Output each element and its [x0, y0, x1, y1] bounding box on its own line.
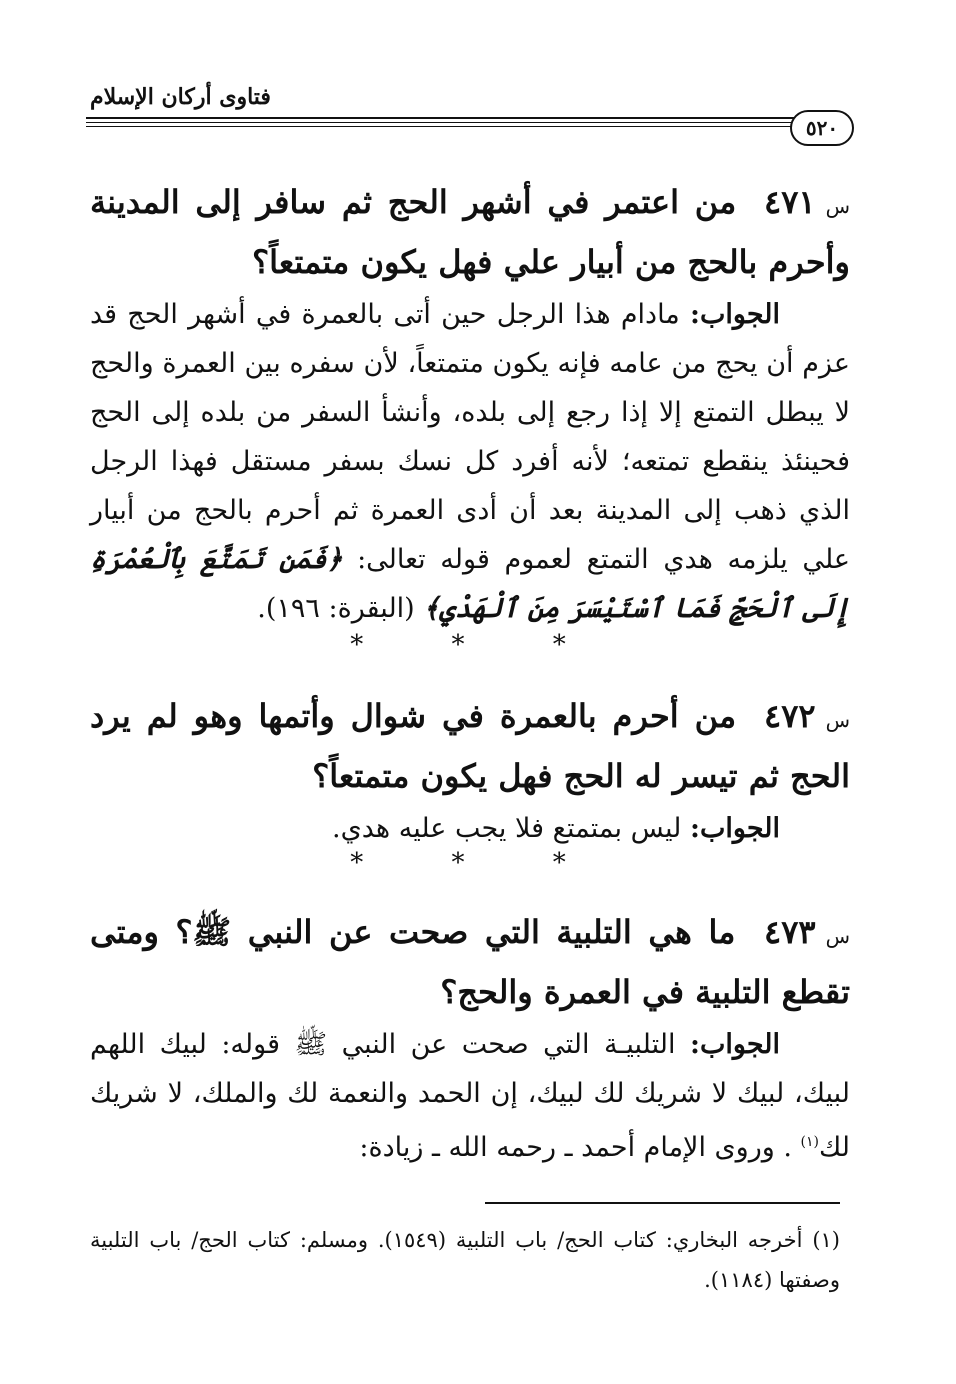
- footnote-rule: [485, 1202, 840, 1204]
- answer-text: ليس بمتمتع فلا يجب عليه هدي.: [332, 813, 682, 844]
- answer-label: الجواب:: [690, 299, 780, 330]
- answer: [90, 804, 850, 853]
- header-rule: [86, 122, 796, 123]
- question-text: ما هي التلبية التي صحت عن النبي ﷺ؟ ومتى تقطع التلبية في العمرة والحج؟: [90, 913, 850, 1011]
- footnote-reference[interactable]: (١): [800, 1134, 820, 1150]
- qa-block: [90, 174, 850, 633]
- answer-text-tail: . وروى الإمام أحمد ـ رحمه الله ـ زيادة:: [359, 1132, 792, 1163]
- page-number: ٥٢٠: [790, 110, 854, 146]
- answer: [90, 290, 850, 633]
- footnote: (١) أخرجه البخاري: كتاب الحج/ باب التلبية (١٥٤٩). ومسلم: كتاب الحج/ باب التلبية وصفتها (١١٨٤).: [90, 1228, 840, 1292]
- qa-block: [90, 904, 850, 1172]
- book-title: فتاوى أركان الإسلام: [90, 84, 271, 110]
- question-number: ٤٧٢: [764, 697, 816, 735]
- header-rule: [86, 126, 796, 127]
- question-text: من أحرم بالعمرة في شوال وأتمها وهو لم يرد الحج ثم تيسر له الحج فهل يكون متمتعاً؟: [90, 697, 850, 795]
- question: [90, 174, 850, 290]
- answer-text: التلبيـة التي صحت عن النبي ﷺ قوله: لبيك اللهم لبيك، لبيك لا شريك لك لبيك، إن الحمد والنعمة لك والملك، لا شريك لك: [90, 1029, 850, 1163]
- answer-text: مادام هذا الرجل حين أتى بالعمرة في أشهر الحج قد عزم أن يحج من عامه فإنه يكون متمتعاً، لأن سفره بين العمرة والحج لا يبطل التمتع إلا إذا رجع إلى بلده، وأنشأ السفر من بلده إلى الحج فحينئذ ينقطع تمتعه؛ لأنه أفرد كل نسك بسفر مستقل فهذا الرجل الذي ذهب إلى المدينة بعد أن أدى العمرة ثم أحرم بالحج من أبيار علي يلزمه هدي التمتع لعموم قوله تعالى:: [90, 299, 850, 575]
- question: [90, 904, 850, 1020]
- quran-reference: (البقرة: ١٩٦).: [257, 593, 415, 624]
- quran-verse: ﴿فَمَن تَمَتَّعَ بِٱلْعُمْرَةِ إِلَى ٱلْحَجِّ فَمَا ٱسْتَيْسَرَ مِنَ ٱلْهَدْيِ﴾: [90, 544, 850, 624]
- question-number: ٤٧٣: [764, 913, 816, 951]
- question-marker: س: [825, 924, 851, 948]
- answer-label: الجواب:: [690, 813, 780, 844]
- separator: * * *: [350, 630, 606, 660]
- question-number: ٤٧١: [764, 183, 816, 221]
- question-marker: س: [825, 194, 851, 218]
- separator: * * *: [350, 848, 606, 878]
- header-rule: [86, 117, 796, 119]
- question: [90, 688, 850, 804]
- answer: [90, 1020, 850, 1172]
- question-text: من اعتمر في أشهر الحج ثم سافر إلى المدينة وأحرم بالحج من أبيار علي فهل يكون متمتعاً؟: [90, 183, 850, 281]
- answer-label: الجواب:: [689, 1029, 780, 1060]
- question-marker: س: [825, 708, 851, 732]
- qa-block: [90, 688, 850, 853]
